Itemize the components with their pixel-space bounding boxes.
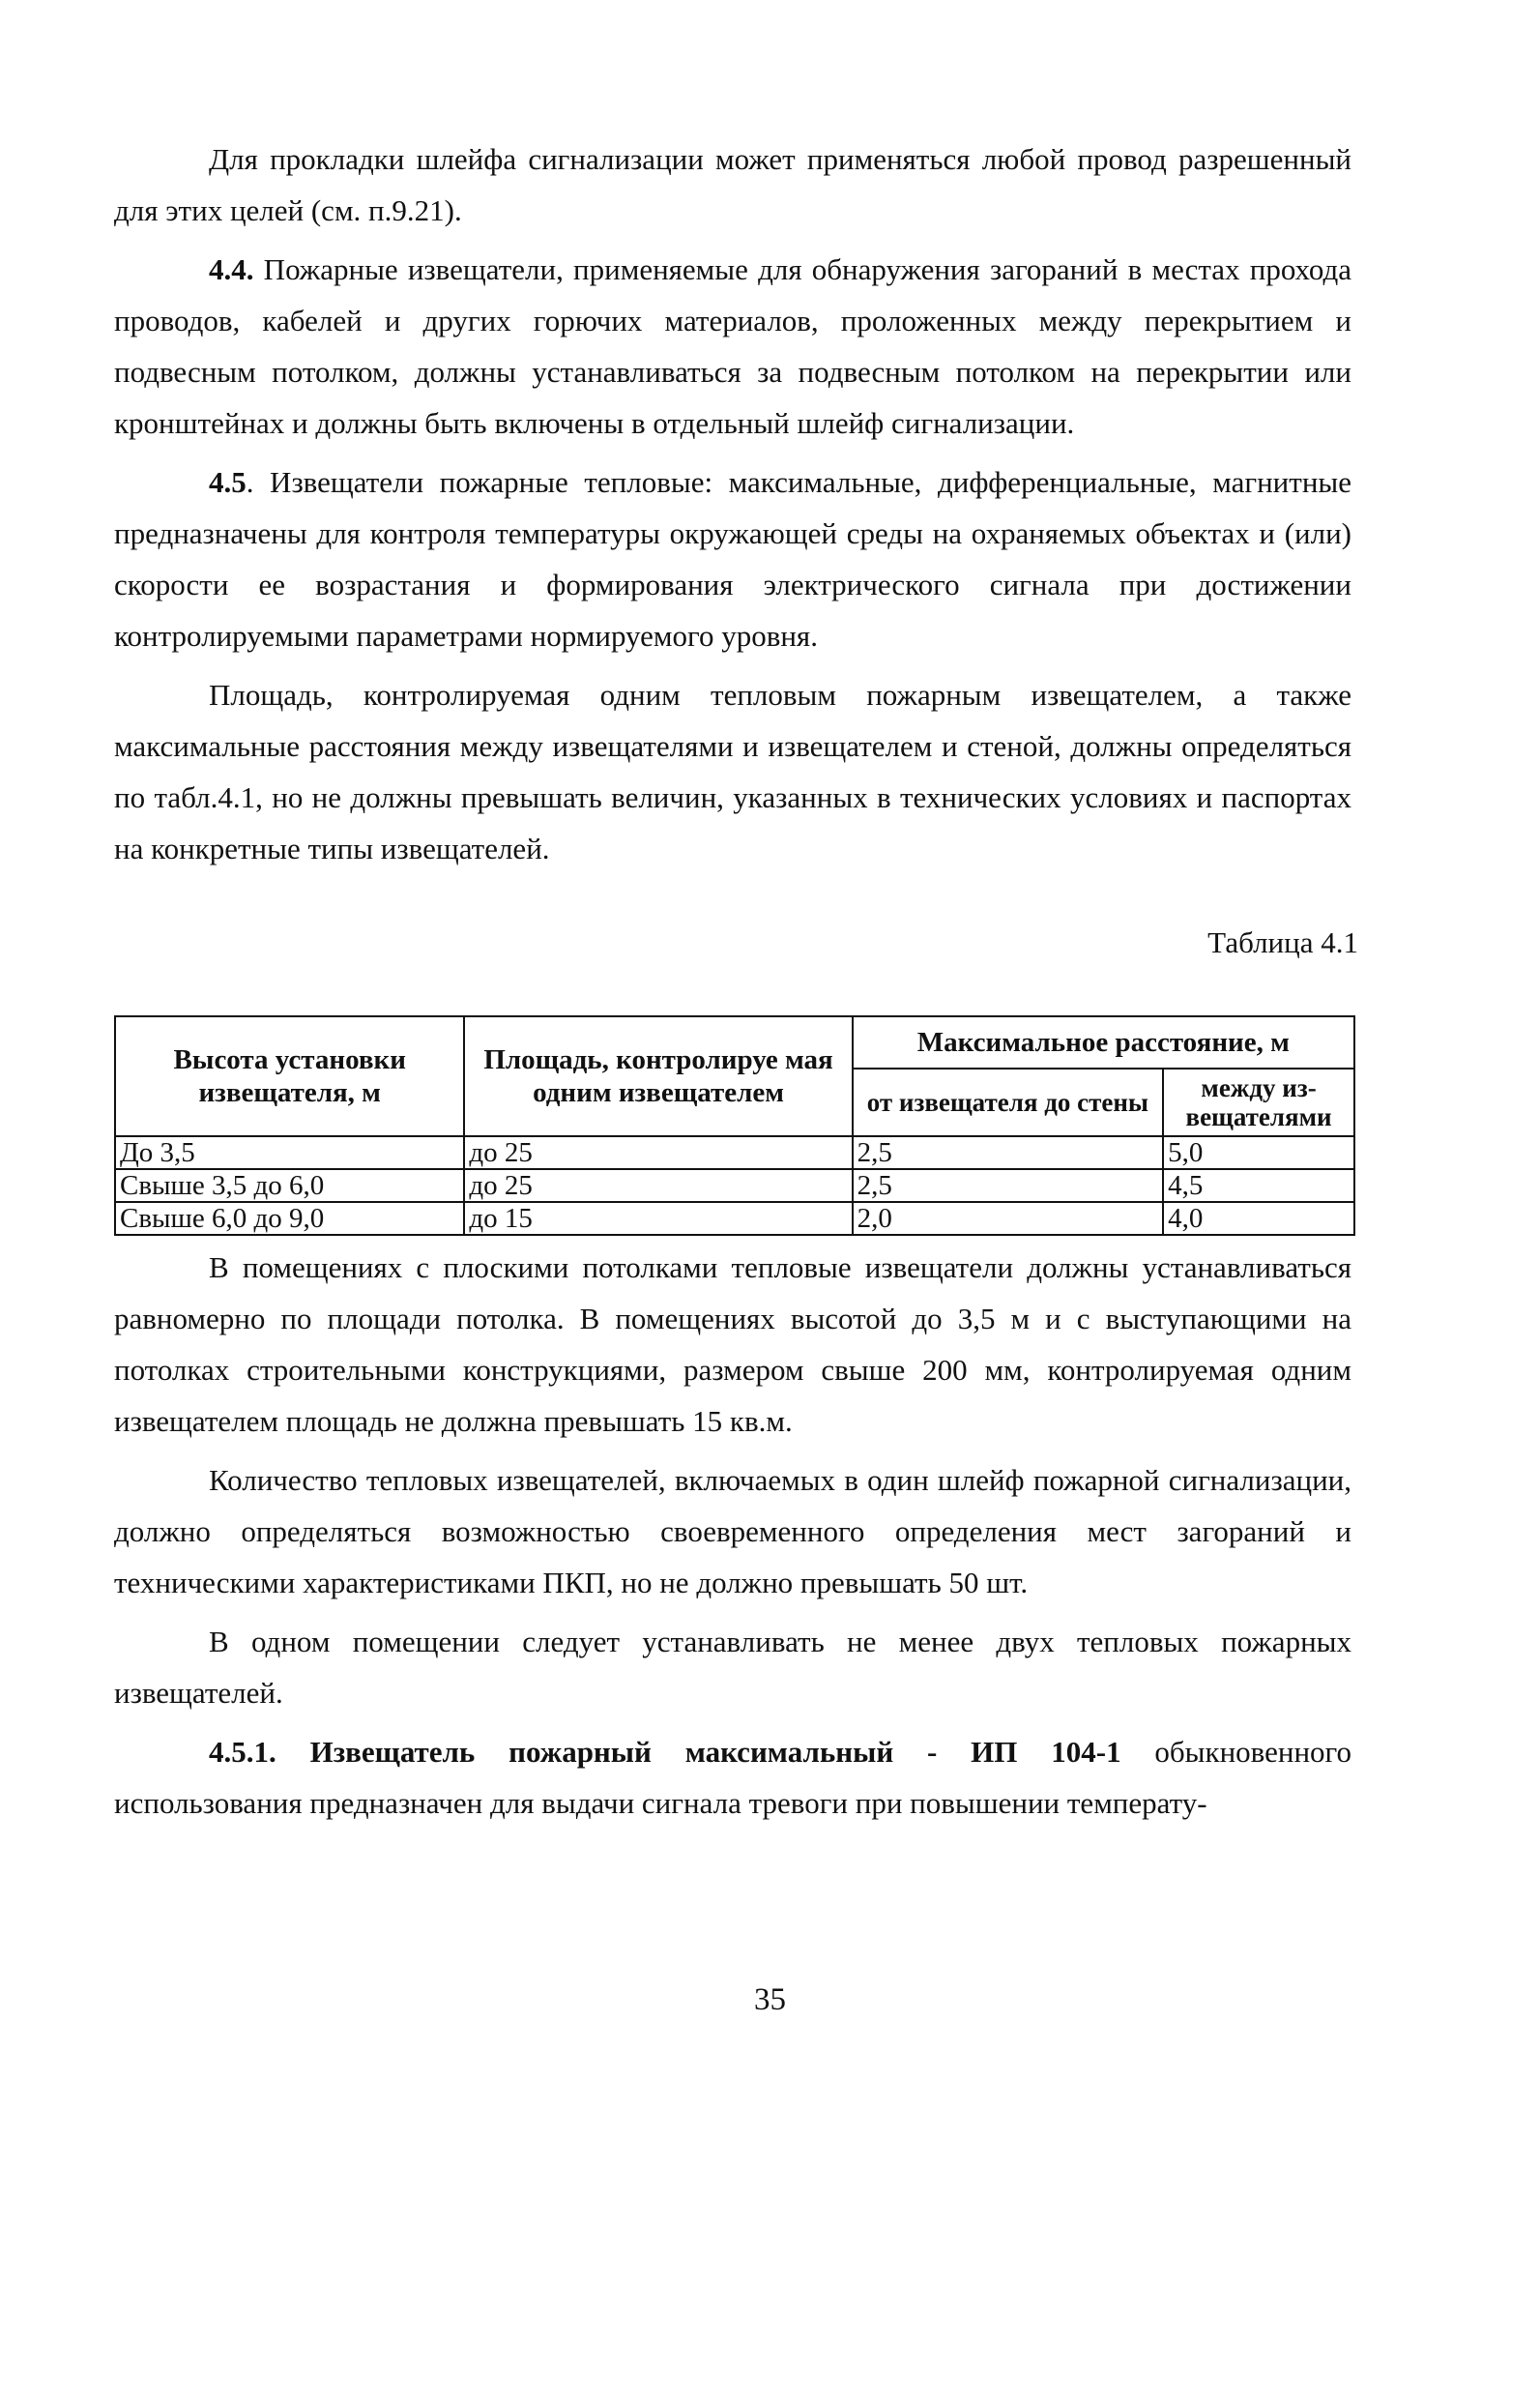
cell-height: До 3,5 bbox=[115, 1136, 464, 1169]
cell-between: 5,0 bbox=[1163, 1136, 1354, 1169]
paragraph-min-two: В одном помещении следует устанавливать не менее двух тепловых пожарных извещателей. bbox=[114, 1625, 1351, 1710]
header-to-wall: от извещателя до стены bbox=[853, 1069, 1163, 1136]
cell-area: до 25 bbox=[464, 1169, 852, 1202]
paragraph-wire: Для прокладки шлейфа сигнализации может применяться любой провод разрешенный для этих целей (см. п.9.21). bbox=[114, 142, 1351, 227]
text-block-bottom bbox=[114, 1242, 1351, 1829]
cell-to-wall: 2,5 bbox=[853, 1136, 1163, 1169]
cell-to-wall: 2,5 bbox=[853, 1169, 1163, 1202]
cell-between: 4,5 bbox=[1163, 1169, 1354, 1202]
header-height: Высота установки извещателя, м bbox=[115, 1016, 464, 1136]
cell-between: 4,0 bbox=[1163, 1202, 1354, 1235]
section-number-4-5: 4.5 bbox=[209, 465, 247, 499]
text-block-top bbox=[114, 133, 1351, 874]
header-area: Площадь, контролируе мая одним извещателем bbox=[464, 1016, 852, 1136]
table-caption: Таблица 4.1 bbox=[1207, 925, 1358, 959]
cell-height: Свыше 3,5 до 6,0 bbox=[115, 1169, 464, 1202]
cell-area: до 25 bbox=[464, 1136, 852, 1169]
section-heading-4-5-1: 4.5.1. Извещатель пожарный максимальный - ИП 104-1 bbox=[209, 1735, 1121, 1769]
paragraph-4-5-1: 4.5.1. Извещатель пожарный максимальный - ИП 104-1 обыкновенного использования предназначен для выдачи сигнала тревоги при повышении температу- bbox=[114, 1735, 1351, 1820]
header-max-distance: Максимальное расстояние, м bbox=[853, 1016, 1354, 1069]
header-between: между из- вещателями bbox=[1163, 1069, 1354, 1136]
cell-height: Свыше 6,0 до 9,0 bbox=[115, 1202, 464, 1235]
paragraph-area: Площадь, контролируемая одним тепловым пожарным извещателем, а также максимальные расстояния между извещателями и извещателем и стеной, должны определяться по табл.4.1, но не должны превышать величин, указанных в технических условиях и паспортах на конкретные типы извещателей. bbox=[114, 678, 1351, 865]
cell-to-wall: 2,0 bbox=[853, 1202, 1163, 1235]
page-number: 35 bbox=[754, 1982, 786, 2017]
distance-table bbox=[114, 1015, 1355, 1236]
paragraph-4-4: 4.4. Пожарные извещатели, применяемые для обнаружения загораний в местах прохода проводов, кабелей и других горючих материалов, проложенных между перекрытием и подвесным потолком, должны устанавливаться за подвесным потолком на перекрытии или кронштейнах и должны быть включены в отдельный шлейф сигнализации. bbox=[114, 252, 1351, 440]
cell-area: до 15 bbox=[464, 1202, 852, 1235]
paragraph-count: Количество тепловых извещателей, включаемых в один шлейф пожарной сигнализации, должно определяться возможностью своевременного определения мест загораний и техническими характеристиками ПКП, но не должно превышать 50 шт. bbox=[114, 1463, 1351, 1599]
table-row bbox=[115, 1202, 1354, 1235]
table-row bbox=[115, 1136, 1354, 1169]
table-row bbox=[115, 1169, 1354, 1202]
paragraph-flat-ceilings: В помещениях с плоскими потолками тепловые извещатели должны устанавливаться равномерно по площади потолка. В помещениях высотой до 3,5 м и с выступающими на потолках строительными конструкциями, размером свыше 200 мм, контролируемая одним извещателем площадь не должна превышать 15 кв.м. bbox=[114, 1250, 1351, 1438]
section-number-4-4: 4.4. bbox=[209, 252, 254, 286]
paragraph-4-5: 4.5. Извещатели пожарные тепловые: максимальные, дифференциальные, магнитные предназначены для контроля температуры окружающей среды на охраняемых объектах и (или) скорости ее возрастания и формирования электрического сигнала при достижении контролируемыми параметрами нормируемого уровня. bbox=[114, 465, 1351, 653]
